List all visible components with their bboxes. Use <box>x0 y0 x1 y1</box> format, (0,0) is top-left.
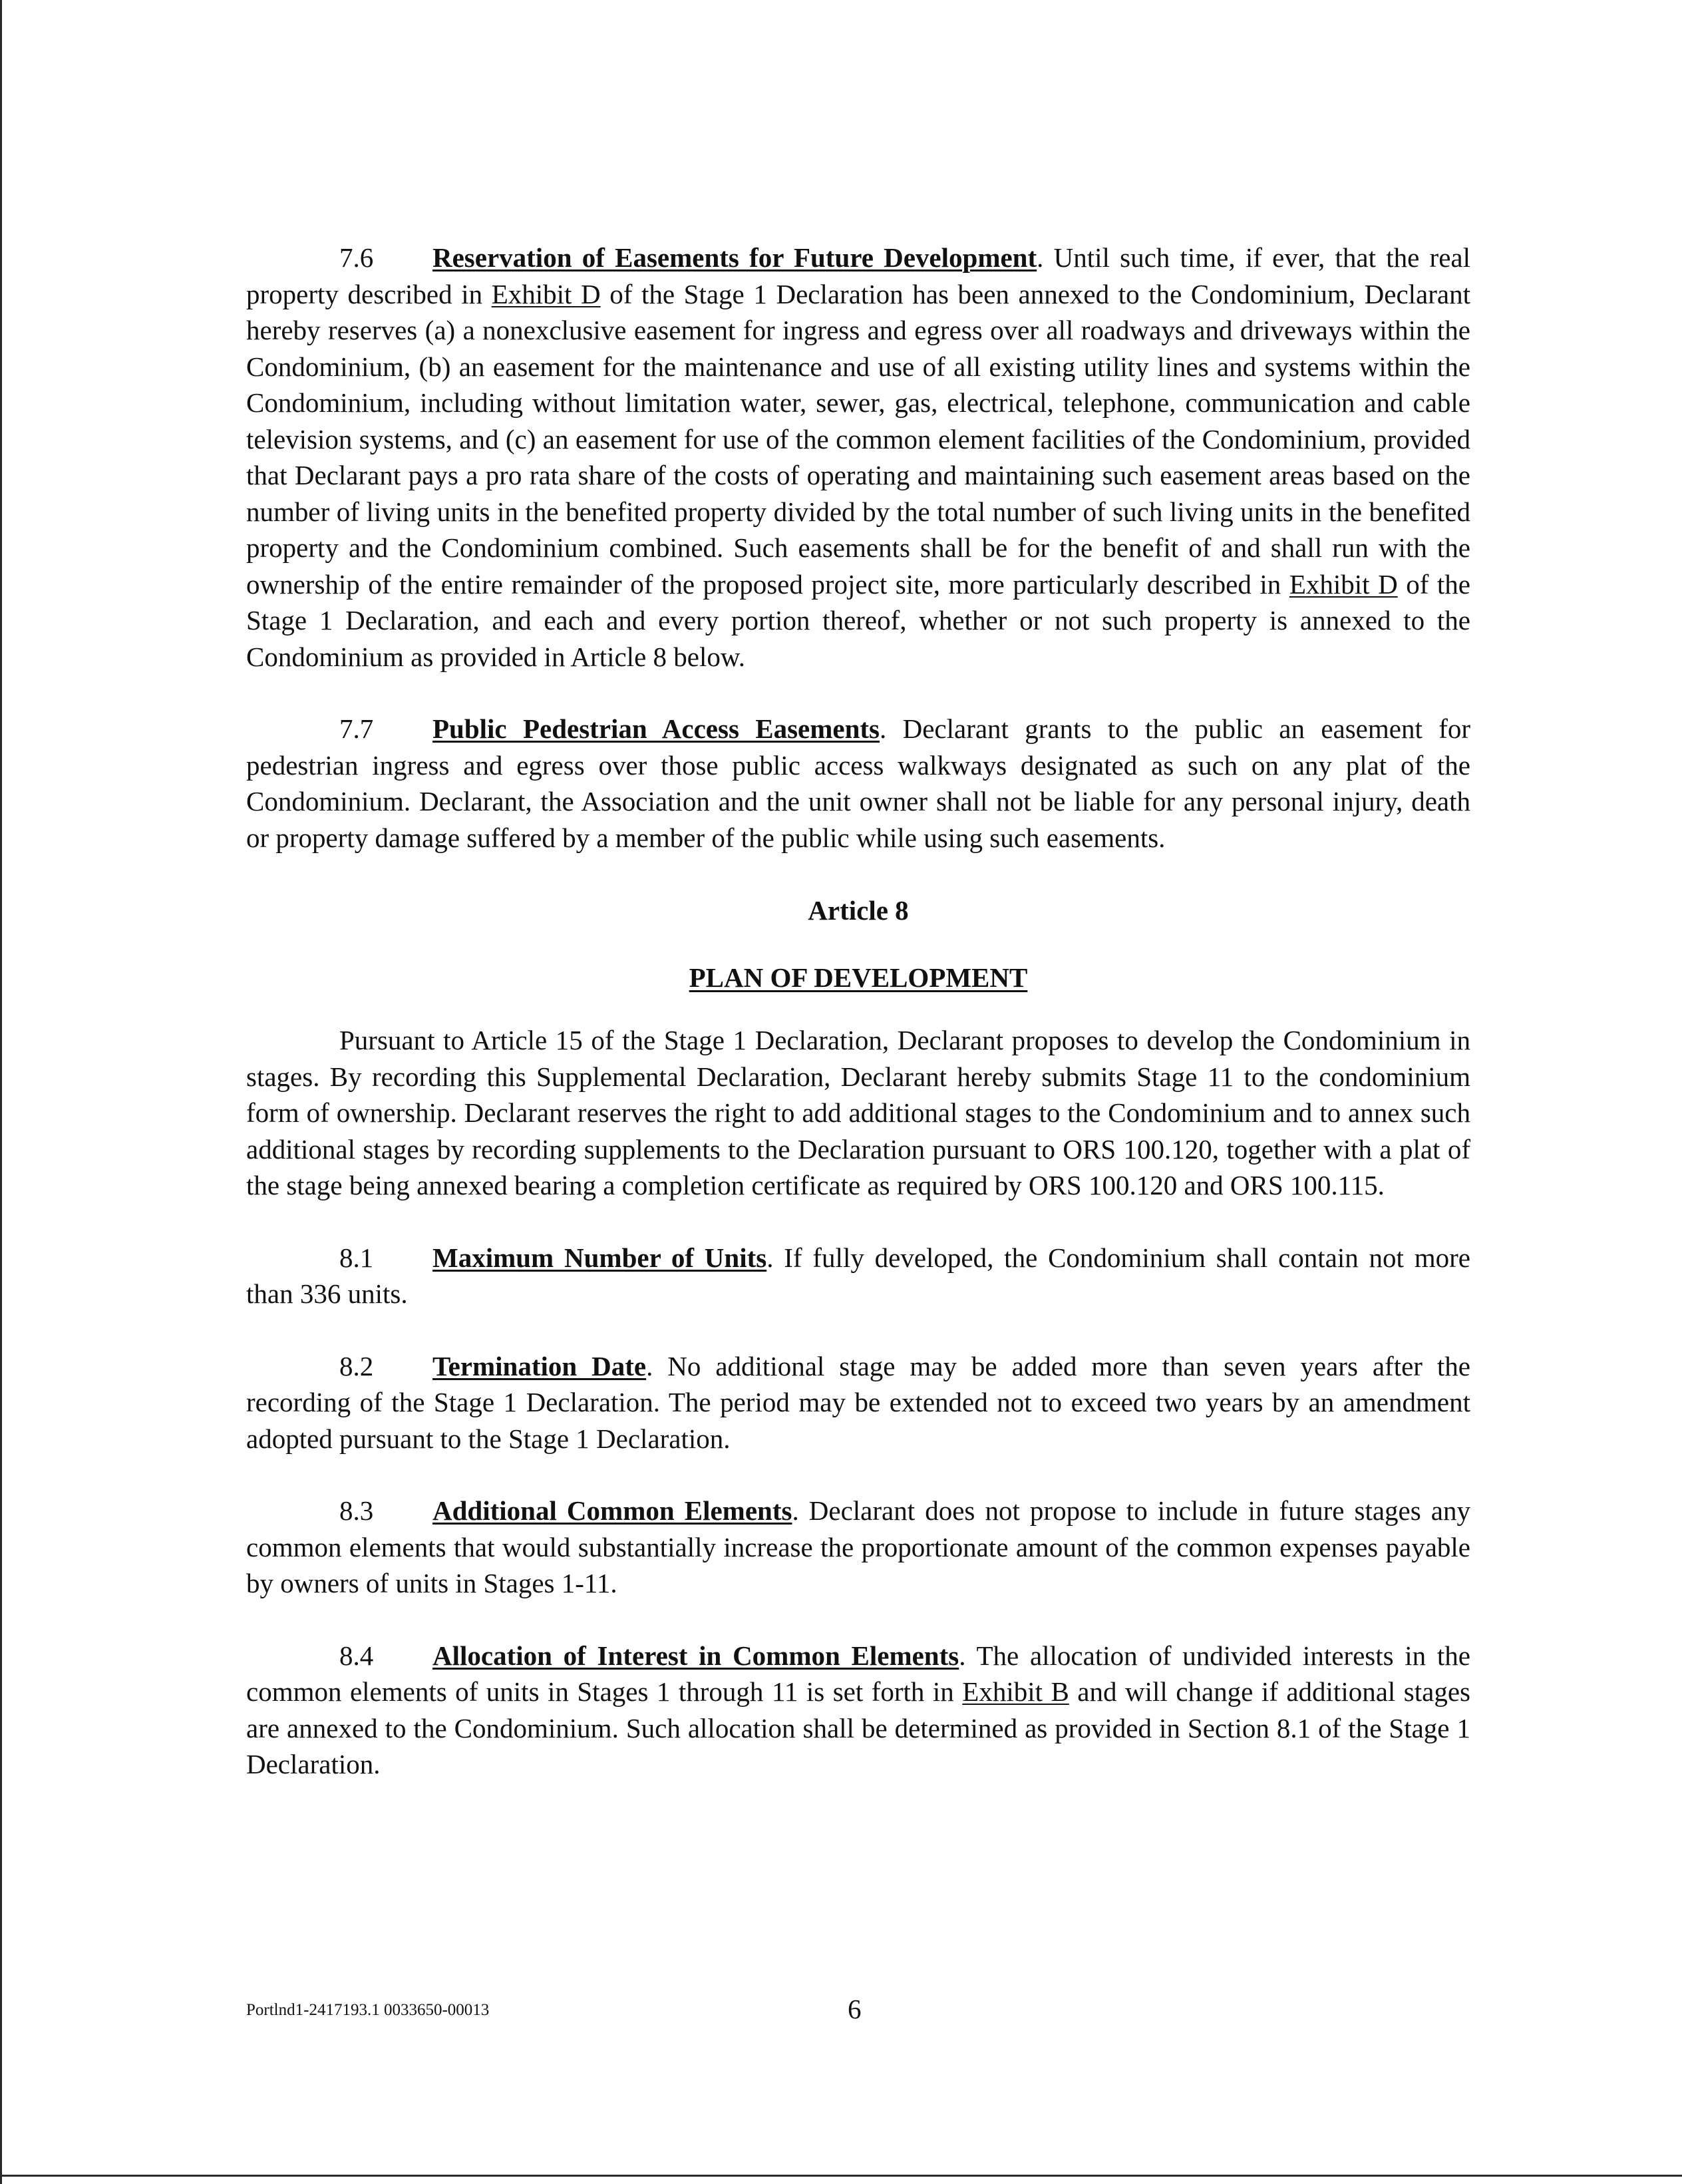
section-text: of the Stage 1 Declaration, and each and every portion thereof, whether or not such property is annexed to the Condominium as provided in Article 8 below. <box>246 568 1470 672</box>
section-8-2 <box>246 1348 1470 1457</box>
page-number: 6 <box>848 1994 862 2024</box>
article-title-text: PLAN OF DEVELOPMENT <box>689 962 1028 993</box>
section-number: 8.3 <box>339 1495 374 1526</box>
article-number: Article 8 <box>808 895 909 926</box>
section-text: . The allocation of undivided interests in the common elements of units in Stages 1 through 11 is set forth in <box>246 1640 1471 1707</box>
section-text: and will change if additional stages are annexed to the Condominium. Such allocation shall be determined as provided in Section 8.1 of the Stage 1 Declaration. <box>246 1676 1470 1779</box>
section-7-6 <box>246 240 1470 675</box>
section-number: 8.4 <box>339 1640 374 1671</box>
section-text: . Declarant does not propose to include in future stages any common elements that would substantially increase the proportionate amount of the common expenses payable by owners of units in Stages 1-11. <box>246 1495 1470 1598</box>
section-number: 7.7 <box>339 713 374 744</box>
article-title <box>246 960 1470 996</box>
scan-edge-left <box>0 0 2 2184</box>
exhibit-reference: Exhibit D <box>491 278 601 309</box>
section-text: . No additional stage may be added more than seven years after the recording of the Stage 1 Declaration. The period may be extended not to exceed two years by an amendment adopted pursuant to the Stage 1 Declaration. <box>246 1350 1470 1454</box>
section-heading: Public Pedestrian Access Easements <box>432 713 880 744</box>
section-8-3 <box>246 1493 1470 1602</box>
section-heading: Allocation of Interest in Common Elements <box>432 1640 959 1671</box>
section-heading: Termination Date <box>432 1350 647 1381</box>
section-text: . If fully developed, the Condominium shall contain not more than 336 units. <box>246 1242 1470 1309</box>
section-number: 8.1 <box>339 1242 374 1273</box>
footer-document-id: Portlnd1-2417193.1 0033650-00013 <box>246 2001 490 2019</box>
section-number: 8.2 <box>339 1350 374 1381</box>
section-heading: Reservation of Easements for Future Development <box>432 242 1037 273</box>
article-8-intro: Pursuant to Article 15 of the Stage 1 Declaration, Declarant proposes to develop the Condominium in stages. By recording this Supplemental Declaration, Declarant hereby submits Stage 11 to the condominium form of ownership. Declarant reserves the right to add additional stages to the Condominium and to annex such additional stages by recording supplements to the Declaration pursuant to ORS 100.120, together with a plat of the stage being annexed bearing a completion certificate as required by ORS 100.120 and ORS 100.115. <box>246 1025 1470 1200</box>
section-number: 7.6 <box>339 242 374 273</box>
exhibit-reference: Exhibit D <box>1289 568 1398 600</box>
scan-edge-bottom <box>0 2175 1682 2177</box>
section-text: . Until such time, if ever, that the real property described in <box>246 242 1470 309</box>
section-8-4 <box>246 1638 1470 1783</box>
section-text: . Declarant grants to the public an easement for pedestrian ingress and egress over those public access walkways designated as such on any plat of the Condominium. Declarant, the Association and the unit owner shall not be liable for any personal injury, death or property damage suffered by a member of the public while using such easements. <box>246 713 1471 853</box>
section-heading: Additional Common Elements <box>432 1495 792 1526</box>
section-text: of the Stage 1 Declaration has been annexed to the Condominium, Declarant hereby reserves (a) a nonexclusive easement for ingress and egress over all roadways and driveways within the Condominium, (b) an easement for the maintenance and use of all existing utility lines and systems within the Condominium, including without limitation water, sewer, gas, electrical, telephone, communication and cable television systems, and (c) an easement for use of the common element facilities of the Condominium, provided that Declarant pays a pro rata share of the costs of operating and maintaining such easement areas based on the number of living units in the benefited property divided by the total number of such living units in the benefited property and the Condominium combined. Such easements shall be for the benefit of and shall run with the ownership of the entire remainder of the proposed project site, more particularly described in <box>246 278 1470 600</box>
section-7-7 <box>246 711 1470 856</box>
section-heading: Maximum Number of Units <box>432 1242 767 1273</box>
document-body <box>246 240 1470 1783</box>
exhibit-reference: Exhibit B <box>962 1676 1069 1707</box>
section-8-1 <box>246 1240 1470 1312</box>
